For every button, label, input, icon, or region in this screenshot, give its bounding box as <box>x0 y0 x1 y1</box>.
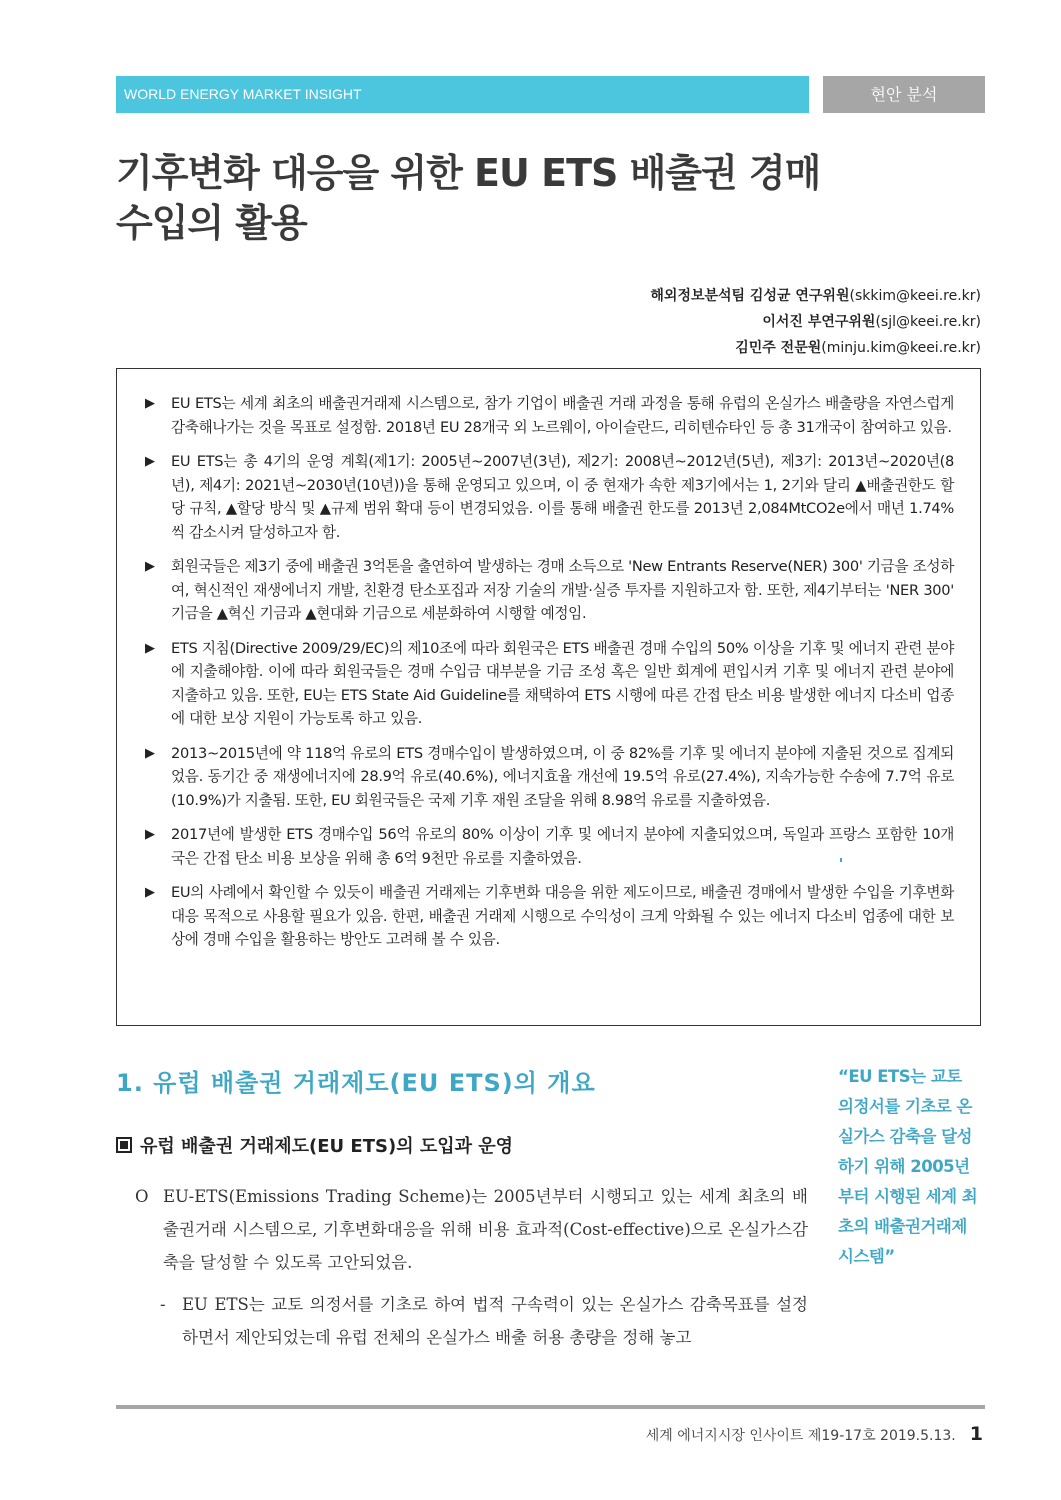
triangle-bullet-icon: ▶ <box>145 745 155 761</box>
subsection-title <box>116 1132 513 1158</box>
summary-text: 2013~2015년에 약 118억 유로의 ETS 경매수입이 발생하였으며, 이 중 82%를 기후 및 에너지 분야에 지출된 것으로 집계되었음. 동기간 중 재생에너지에 28.9억 유로(40.6%), 에너지효율 개선에 19.5억 유로(27.4%), 지속가능한 수송에 7.7억 유로(10.9%)가 지출됨. 또한, EU 회원국들은 국제 기후 재원 조달을 위해 8.98억 유로를 지출하였음. <box>171 744 954 809</box>
triangle-bullet-icon: ▶ <box>145 640 155 656</box>
author-line <box>650 309 981 335</box>
summary-text: 회원국들은 제3기 중에 배출권 3억톤을 출연하여 발생하는 경매 소득으로 'New Entrants Reserve(NER) 300' 기금을 조성하여, 혁신적인 재생에너지 개발, 친환경 탄소포집과 저장 기술의 개발·실증 투자를 지원하고자 함. 또한, 제4기부터는 'NER 300' 기금을 ▲혁신 기금과 ▲현대화 기금으로 세분화하여 시행할 예정임. <box>171 558 954 622</box>
header-category-tag: 현안 분석 <box>823 76 985 113</box>
author-line <box>650 335 981 361</box>
page-title <box>116 148 956 248</box>
summary-text: EU의 사례에서 확인할 수 있듯이 배출권 거래제는 기후변화 대응을 위한 제도이므로, 배출권 경매에서 발생한 수입을 기후변화 대응 목적으로 사용할 필요가 있음. 한편, 배출권 거래제 시행으로 수익성이 크게 악화될 수 있는 에너지 다소비 업종에 대한 보상에 경매 수입을 활용하는 방안도 고려해 볼 수 있음. <box>171 884 954 948</box>
decorative-dot <box>840 858 842 862</box>
author-line <box>650 283 981 309</box>
summary-item <box>145 555 954 626</box>
triangle-bullet-icon: ▶ <box>145 559 155 574</box>
section-title: 1. 유럽 배출권 거래제도(EU ETS)의 개요 <box>116 1069 596 1097</box>
triangle-bullet-icon: ▶ <box>145 885 155 900</box>
page-number: 1 <box>969 1423 983 1445</box>
dash-bullet: - <box>160 1295 166 1314</box>
circle-bullet-icon: O <box>135 1187 149 1206</box>
body-subparagraph-text: EU ETS는 교토 의정서를 기초로 하여 법적 구속력이 있는 온실가스 감축목표를 설정하면서 제안되었는데 유럽 전체의 온실가스 배출 허용 총량을 정해 놓고 <box>182 1295 808 1347</box>
body-paragraph-text: EU-ETS(Emissions Trading Scheme)는 2005년부터 시행되고 있는 세계 최초의 배출권거래 시스템으로, 기후변화대응을 위해 비용 효과적(Cost-effective)으로 온실가스감축을 달성할 수 있도록 고안되었음. <box>163 1187 808 1272</box>
summary-text: EU ETS는 총 4기의 운영 계획(제1기: 2005년~2007년(3년), 제2기: 2008년~2012년(5년), 제3기: 2013년~2020년(8년), 제4기: 2021년~2030년(10년))을 통해 운영되고 있으며, 이 중 현재가 속한 제3기에서는 1, 2기와 달리 ▲배출권한도 할당 규칙, ▲할당 방식 및 ▲규제 범위 확대 등이 변경되었음. 이를 통해 배출권 한도를 2013년 2,084MtCO2e에서 매년 1.74%씩 감소시켜 달성하고자 함. <box>171 453 954 541</box>
title-line-1: 기후변화 대응을 위한 EU ETS 배출권 경매 <box>116 151 821 195</box>
body-paragraph <box>135 1180 808 1279</box>
author-email: (minju.kim@keei.re.kr) <box>821 340 981 356</box>
footer-divider <box>116 1405 985 1409</box>
summary-item <box>145 742 954 813</box>
summary-item <box>145 637 954 731</box>
author-name: 이서진 부연구위원 <box>762 314 876 330</box>
summary-text: 2017년에 발생한 ETS 경매수입 56억 유로의 80% 이상이 기후 및 에너지 분야에 지출되었으며, 독일과 프랑스 포함한 10개국은 간접 탄소 비용 보상을 위해 총 6억 9천만 유로를 지출하였음. <box>171 826 954 867</box>
summary-item <box>145 450 954 544</box>
pull-quote: “EU ETS는 교토 의정서를 기초로 온실가스 감축을 달성하기 위해 2005년부터 시행된 세계 최초의 배출권거래제 시스템” <box>838 1067 978 1266</box>
author-name: 김민주 전문원 <box>735 340 822 356</box>
summary-item <box>145 823 954 870</box>
header-series-bar: WORLD ENERGY MARKET INSIGHT <box>116 76 809 113</box>
summary-item <box>145 392 954 439</box>
footer <box>646 1423 983 1445</box>
triangle-bullet-icon: ▶ <box>145 827 155 842</box>
author-name: 해외정보분석팀 김성균 연구위원 <box>650 288 850 304</box>
summary-box <box>116 368 981 1026</box>
triangle-bullet-icon: ▶ <box>145 396 155 411</box>
square-bullet-icon <box>116 1137 132 1153</box>
title-line-2: 수입의 활용 <box>116 201 307 245</box>
subsection-title-text: 유럽 배출권 거래제도(EU ETS)의 도입과 운영 <box>140 1136 514 1157</box>
summary-text: EU ETS는 세계 최초의 배출권거래제 시스템으로, 참가 기업이 배출권 거래 과정을 통해 유럽의 온실가스 배출량을 자연스럽게 감축해나가는 것을 목표로 설정함. 2018년 EU 28개국 외 노르웨이, 아이슬란드, 리히텐슈타인 등 총 31개국이 참여하고 있음. <box>171 395 954 436</box>
summary-text: ETS 지침(Directive 2009/29/EC)의 제10조에 따라 회원국은 ETS 배출권 경매 수입의 50% 이상을 기후 및 에너지 관련 분야에 지출해야함. 이에 따라 회원국들은 경매 수입금 대부분을 기금 조성 혹은 일반 회계에 편입시켜 기후 및 에너지 관련 분야에 지출하고 있음. 또한, EU는 ETS State Aid Guideline를 채택하여 ETS 시행에 따른 간접 탄소 비용 발생한 에너지 다소비 업종에 대한 보상 지원이 가능토록 하고 있음. <box>171 639 954 727</box>
footer-publication: 세계 에너지시장 인사이트 제19-17호 2019.5.13. <box>645 1428 956 1444</box>
triangle-bullet-icon: ▶ <box>145 454 155 469</box>
author-list <box>650 283 981 361</box>
author-email: (skkim@keei.re.kr) <box>849 288 981 304</box>
summary-item <box>145 881 954 952</box>
author-email: (sjl@keei.re.kr) <box>875 314 981 330</box>
body-subparagraph <box>160 1288 808 1354</box>
